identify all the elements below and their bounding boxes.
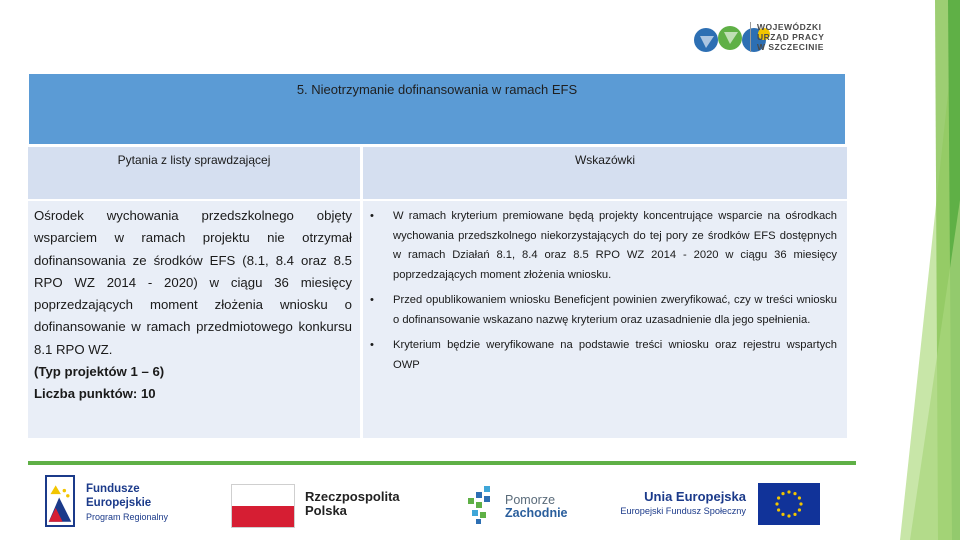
hint-text: Przed opublikowaniem wniosku Beneficjent powinien zweryfikować, czy w treści wniosku o dofinansowanie wskazano nazwę kryterium oraz uzasadnienie dla jego spełnienia. bbox=[393, 294, 837, 326]
poland-flag-icon bbox=[231, 484, 295, 528]
eu-flag-icon bbox=[758, 483, 820, 525]
wup-line-3: W SZCZECINIE bbox=[757, 42, 824, 52]
unia-europejska-text bbox=[618, 490, 746, 518]
pomorze-zachodnie-text bbox=[505, 494, 568, 520]
bullet-icon: • bbox=[370, 294, 374, 306]
footer-divider bbox=[28, 461, 856, 465]
question-cell bbox=[28, 201, 360, 438]
hints-list bbox=[367, 207, 837, 381]
fe-title-1: Fundusze bbox=[86, 483, 140, 495]
column-header-right bbox=[363, 147, 847, 199]
hints-cell bbox=[363, 201, 847, 438]
column-header-right-label: Wskazówki bbox=[574, 153, 635, 167]
ue-title: Unia Europejska bbox=[644, 489, 746, 504]
rzeczpospolita-text bbox=[305, 490, 400, 518]
hint-text: Kryterium będzie weryfikowane na podstawie treści wniosku oraz rejestru wspartych OWP bbox=[393, 339, 837, 371]
pomorze-zachodnie-logo-icon bbox=[464, 484, 500, 526]
column-header-left-label: Pytania z listy sprawdzającej bbox=[117, 153, 271, 167]
bullet-icon: • bbox=[370, 210, 374, 222]
pl-line-2: Polska bbox=[305, 503, 347, 518]
table-title: 5. Nieotrzymanie dofinansowania w ramach EFS bbox=[296, 82, 578, 97]
fundusze-europejskie-text bbox=[86, 482, 168, 524]
wup-line-2: URZĄD PRACY bbox=[757, 32, 825, 42]
pz-line-2: Zachodnie bbox=[505, 506, 568, 520]
fe-title-2: Europejskie bbox=[86, 497, 152, 509]
points: Liczba punktów: 10 bbox=[34, 386, 156, 402]
project-types: (Typ projektów 1 – 6) bbox=[34, 364, 165, 380]
fe-subtitle: Program Regionalny bbox=[86, 512, 169, 522]
pl-line-1: Rzeczpospolita bbox=[305, 489, 400, 504]
ue-subtitle: Europejski Fundusz Społeczny bbox=[620, 506, 746, 516]
list-item bbox=[367, 336, 837, 375]
list-item bbox=[367, 207, 837, 285]
list-item bbox=[367, 291, 837, 330]
fundusze-europejskie-logo-icon bbox=[45, 475, 75, 527]
bullet-icon: • bbox=[370, 339, 374, 351]
wup-name bbox=[750, 22, 824, 52]
pz-line-1: Pomorze bbox=[505, 493, 556, 507]
wup-line-1: WOJEWÓDZKI bbox=[757, 22, 822, 32]
table-title-row bbox=[28, 73, 846, 145]
question-text-block bbox=[34, 205, 352, 406]
question-text: Ośrodek wychowania przedszkolnego objęty wsparciem w ramach projektu nie otrzymał dofinansowania ze środków EFS (8.1, 8.4 oraz 8.5 RPO WZ 2014 - 2020) w ciągu 36 miesięcy poprzedzających moment złożenia wniosku o dofinansowanie w ramach przedmiotowego konkursu 8.1 RPO WZ. bbox=[34, 208, 352, 357]
hint-text: W ramach kryterium premiowane będą projekty koncentrujące wsparcie na ośrodkach wychowania przedszkolnego niekorzystających do tej pory ze środków EFS dostępnych w ramach Działań 8.1, 8.4 oraz 8.5 RPO WZ 2014 - 2020 w ciągu 36 miesięcy poprzedzających moment złożenia wniosku. bbox=[393, 210, 837, 281]
column-header-left bbox=[28, 147, 360, 199]
decorative-green-stripes bbox=[840, 0, 960, 540]
